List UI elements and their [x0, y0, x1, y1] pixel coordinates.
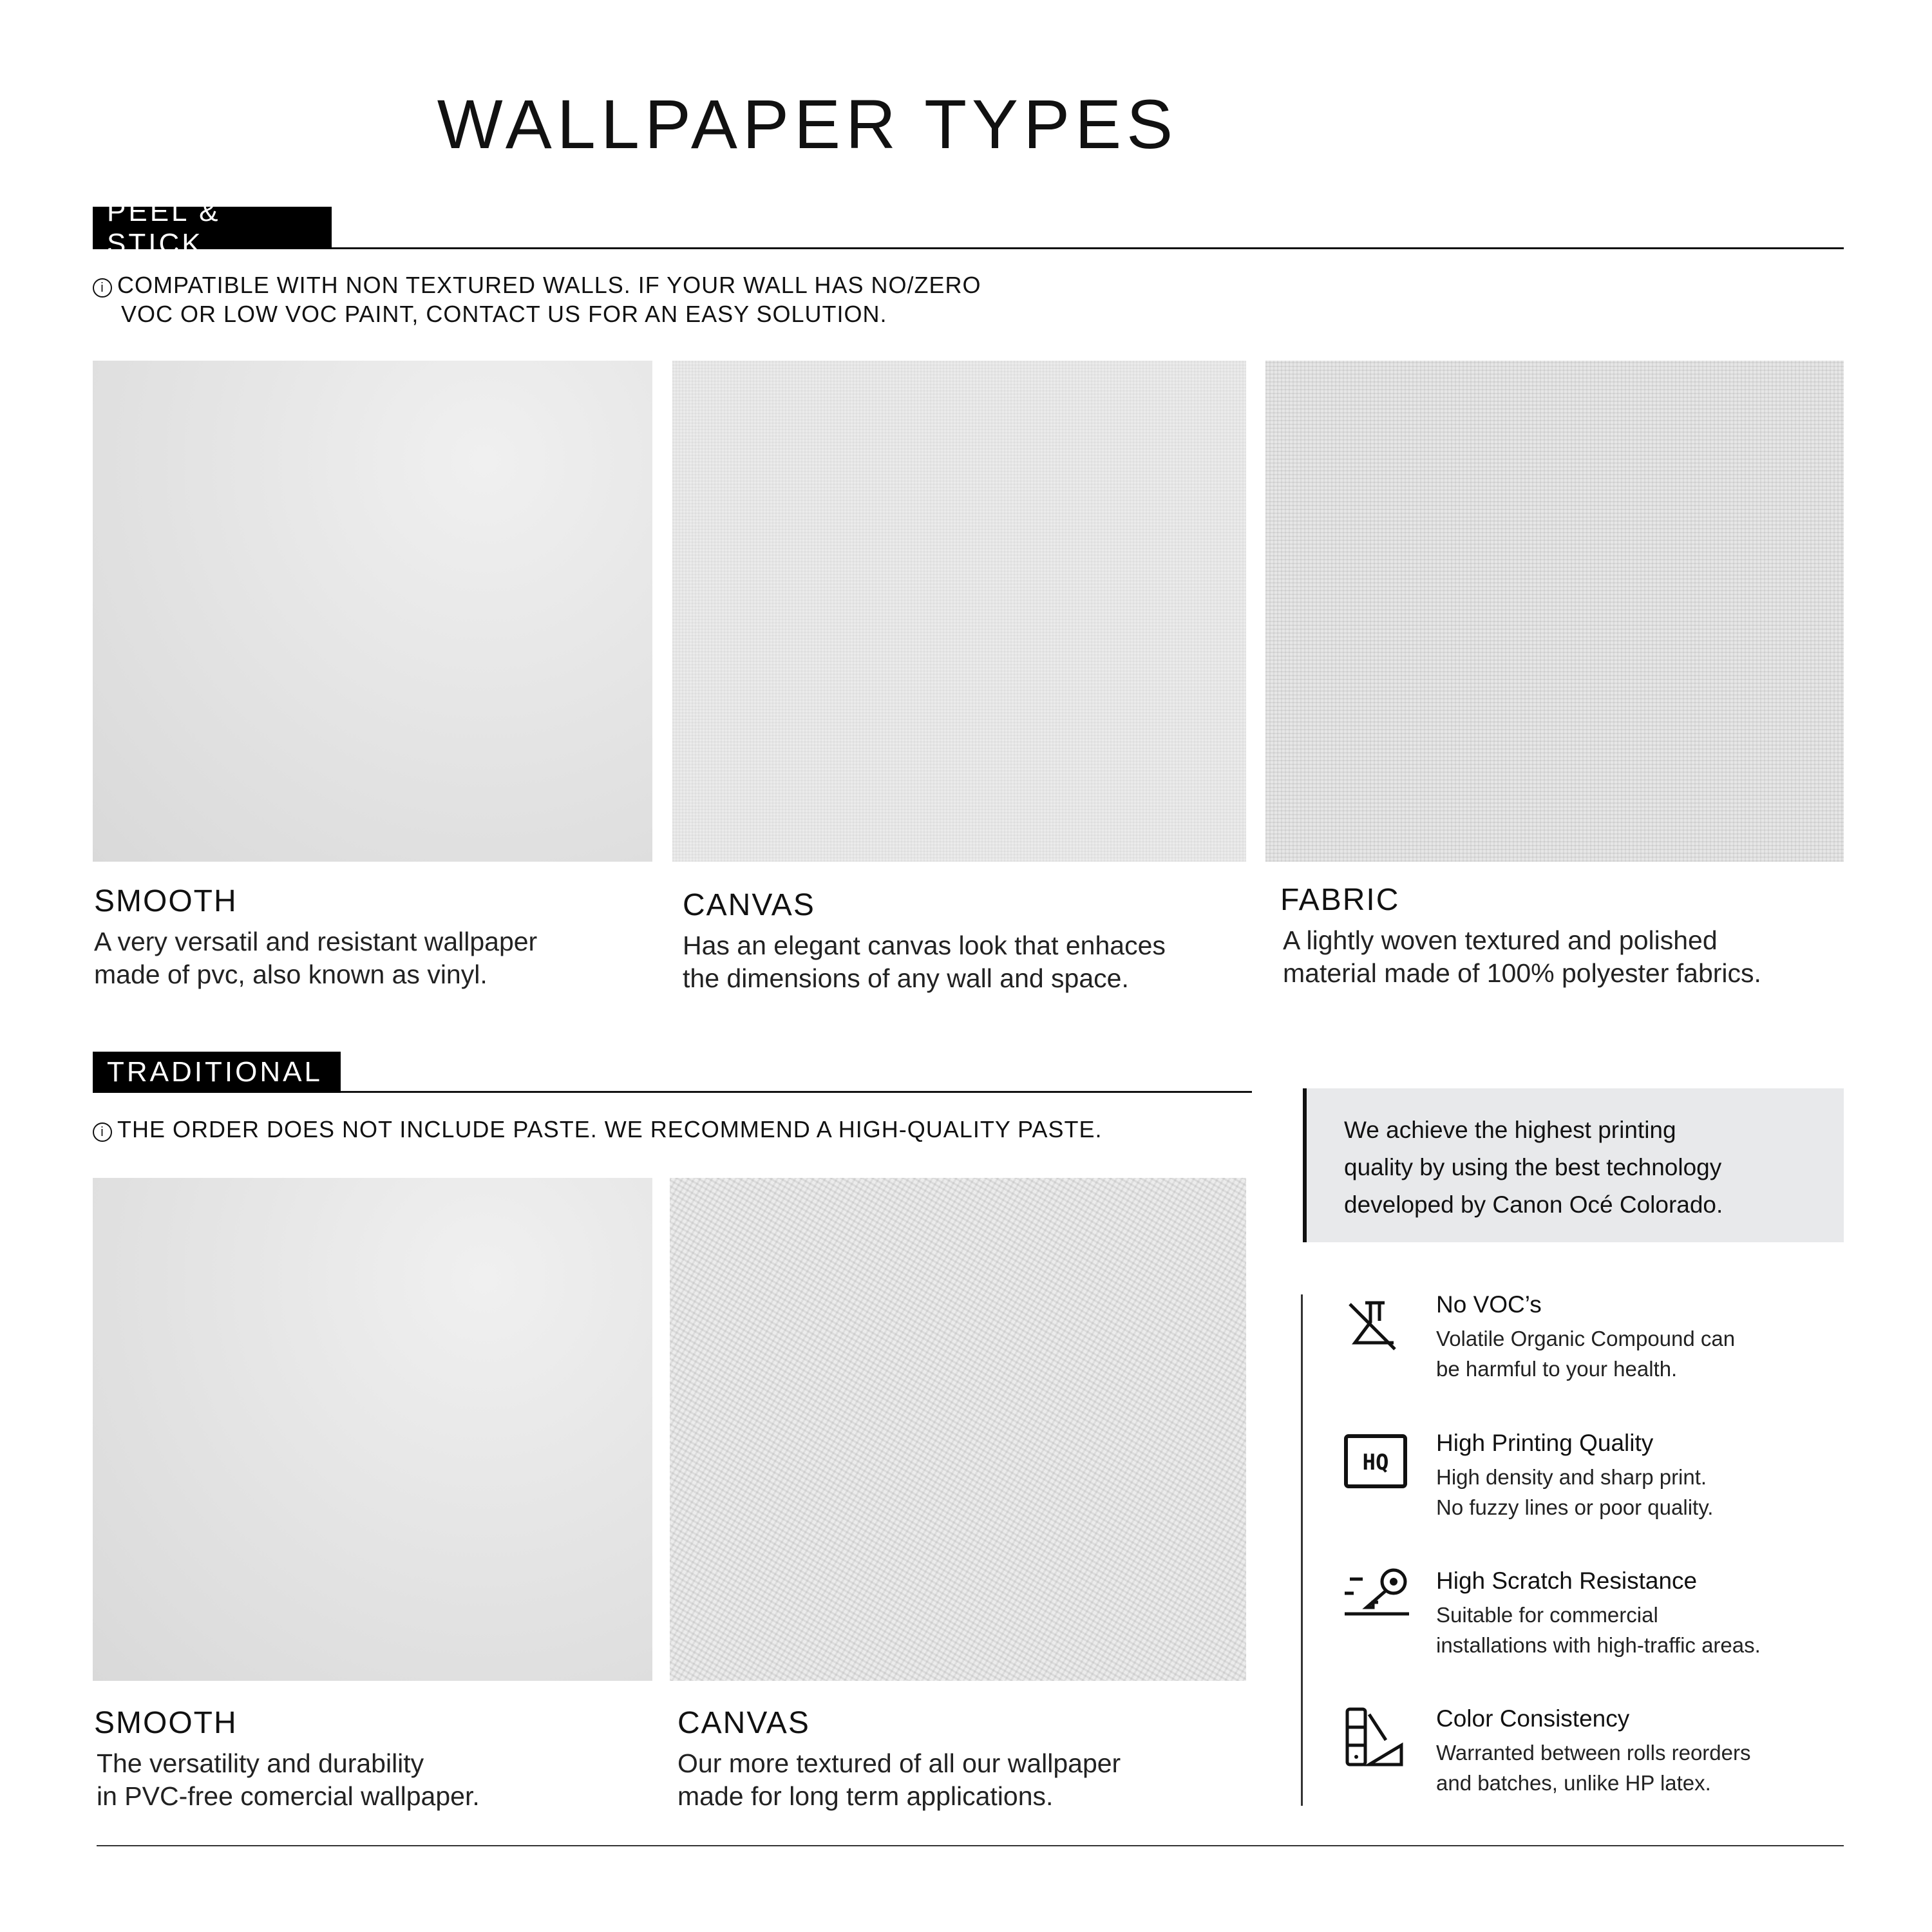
- section-label-traditional: TRADITIONAL: [93, 1052, 341, 1093]
- peel-canvas-caption: [683, 887, 1166, 995]
- caption-desc: The versatility and durability in PVC-free comercial wallpaper.: [97, 1748, 480, 1811]
- caption-title: CANVAS: [683, 888, 815, 922]
- printing-note: We achieve the highest printing quality by using the best technology developed by Canon Océ Colorado.: [1303, 1088, 1844, 1242]
- canvas-texture-image: [672, 361, 1246, 862]
- hq-icon: [1343, 1430, 1408, 1494]
- fabric-texture-image: [1265, 361, 1844, 862]
- bottom-divider: [97, 1845, 1844, 1846]
- feature-scratch-resistance: [1343, 1567, 1859, 1696]
- feature-title: High Printing Quality: [1436, 1430, 1654, 1456]
- peel-info: [93, 270, 981, 328]
- feature-title: No VOC’s: [1436, 1291, 1542, 1318]
- canvas-texture-image: [670, 1178, 1246, 1681]
- feature-desc: Warranted between rolls reorders and batches, unlike HP latex.: [1436, 1741, 1751, 1795]
- feature-title: High Scratch Resistance: [1436, 1567, 1698, 1594]
- caption-title: SMOOTH: [94, 1706, 238, 1740]
- traditional-smooth-caption: [94, 1705, 480, 1813]
- peel-fabric-caption: [1280, 882, 1761, 990]
- feature-desc: Volatile Organic Compound can be harmful to your health.: [1436, 1327, 1736, 1381]
- page-title: WALLPAPER TYPES: [437, 85, 1179, 163]
- feature-high-printing-quality: [1343, 1430, 1859, 1558]
- caption-title: CANVAS: [677, 1706, 810, 1740]
- feature-title: Color Consistency: [1436, 1705, 1630, 1732]
- vertical-divider: [1301, 1294, 1303, 1806]
- key-scratch-icon: [1343, 1567, 1414, 1632]
- color-swatch-icon: [1343, 1705, 1408, 1770]
- info-circle-icon: i: [93, 1122, 112, 1142]
- smooth-texture-image: [93, 361, 652, 862]
- caption-desc: Has an elegant canvas look that enhaces the dimensions of any wall and space.: [683, 931, 1166, 993]
- smooth-texture-image: [93, 1178, 652, 1681]
- traditional-canvas-caption: [677, 1705, 1121, 1813]
- divider: [341, 1091, 1252, 1093]
- info-text: THE ORDER DOES NOT INCLUDE PASTE. WE RECOMMEND A HIGH-QUALITY PASTE.: [117, 1116, 1103, 1142]
- no-flask-icon: [1343, 1291, 1408, 1356]
- caption-desc: A very versatil and resistant wallpaper made of pvc, also known as vinyl.: [94, 927, 538, 989]
- divider: [332, 247, 1844, 249]
- svg-text:HQ: HQ: [1362, 1450, 1389, 1475]
- peel-smooth-caption: [94, 884, 537, 991]
- section-label-peel-stick: PEEL & STICK: [93, 207, 332, 249]
- info-text: VOC OR LOW VOC PAINT, CONTACT US FOR AN EASY SOLUTION.: [121, 301, 887, 327]
- caption-title: FABRIC: [1280, 883, 1400, 917]
- feature-desc: Suitable for commercial installations with high-traffic areas.: [1436, 1603, 1761, 1657]
- caption-title: SMOOTH: [94, 884, 238, 918]
- caption-desc: A lightly woven textured and polished material made of 100% polyester fabrics.: [1283, 925, 1761, 988]
- traditional-info: [93, 1115, 1103, 1144]
- info-circle-icon: i: [93, 278, 112, 298]
- info-text: COMPATIBLE WITH NON TEXTURED WALLS. IF YOUR WALL HAS NO/ZERO: [117, 272, 981, 298]
- caption-desc: Our more textured of all our wallpaper made for long term applications.: [677, 1748, 1121, 1811]
- feature-no-voc: [1343, 1291, 1859, 1420]
- feature-color-consistency: [1343, 1705, 1859, 1834]
- feature-desc: High density and sharp print. No fuzzy lines or poor quality.: [1436, 1465, 1714, 1519]
